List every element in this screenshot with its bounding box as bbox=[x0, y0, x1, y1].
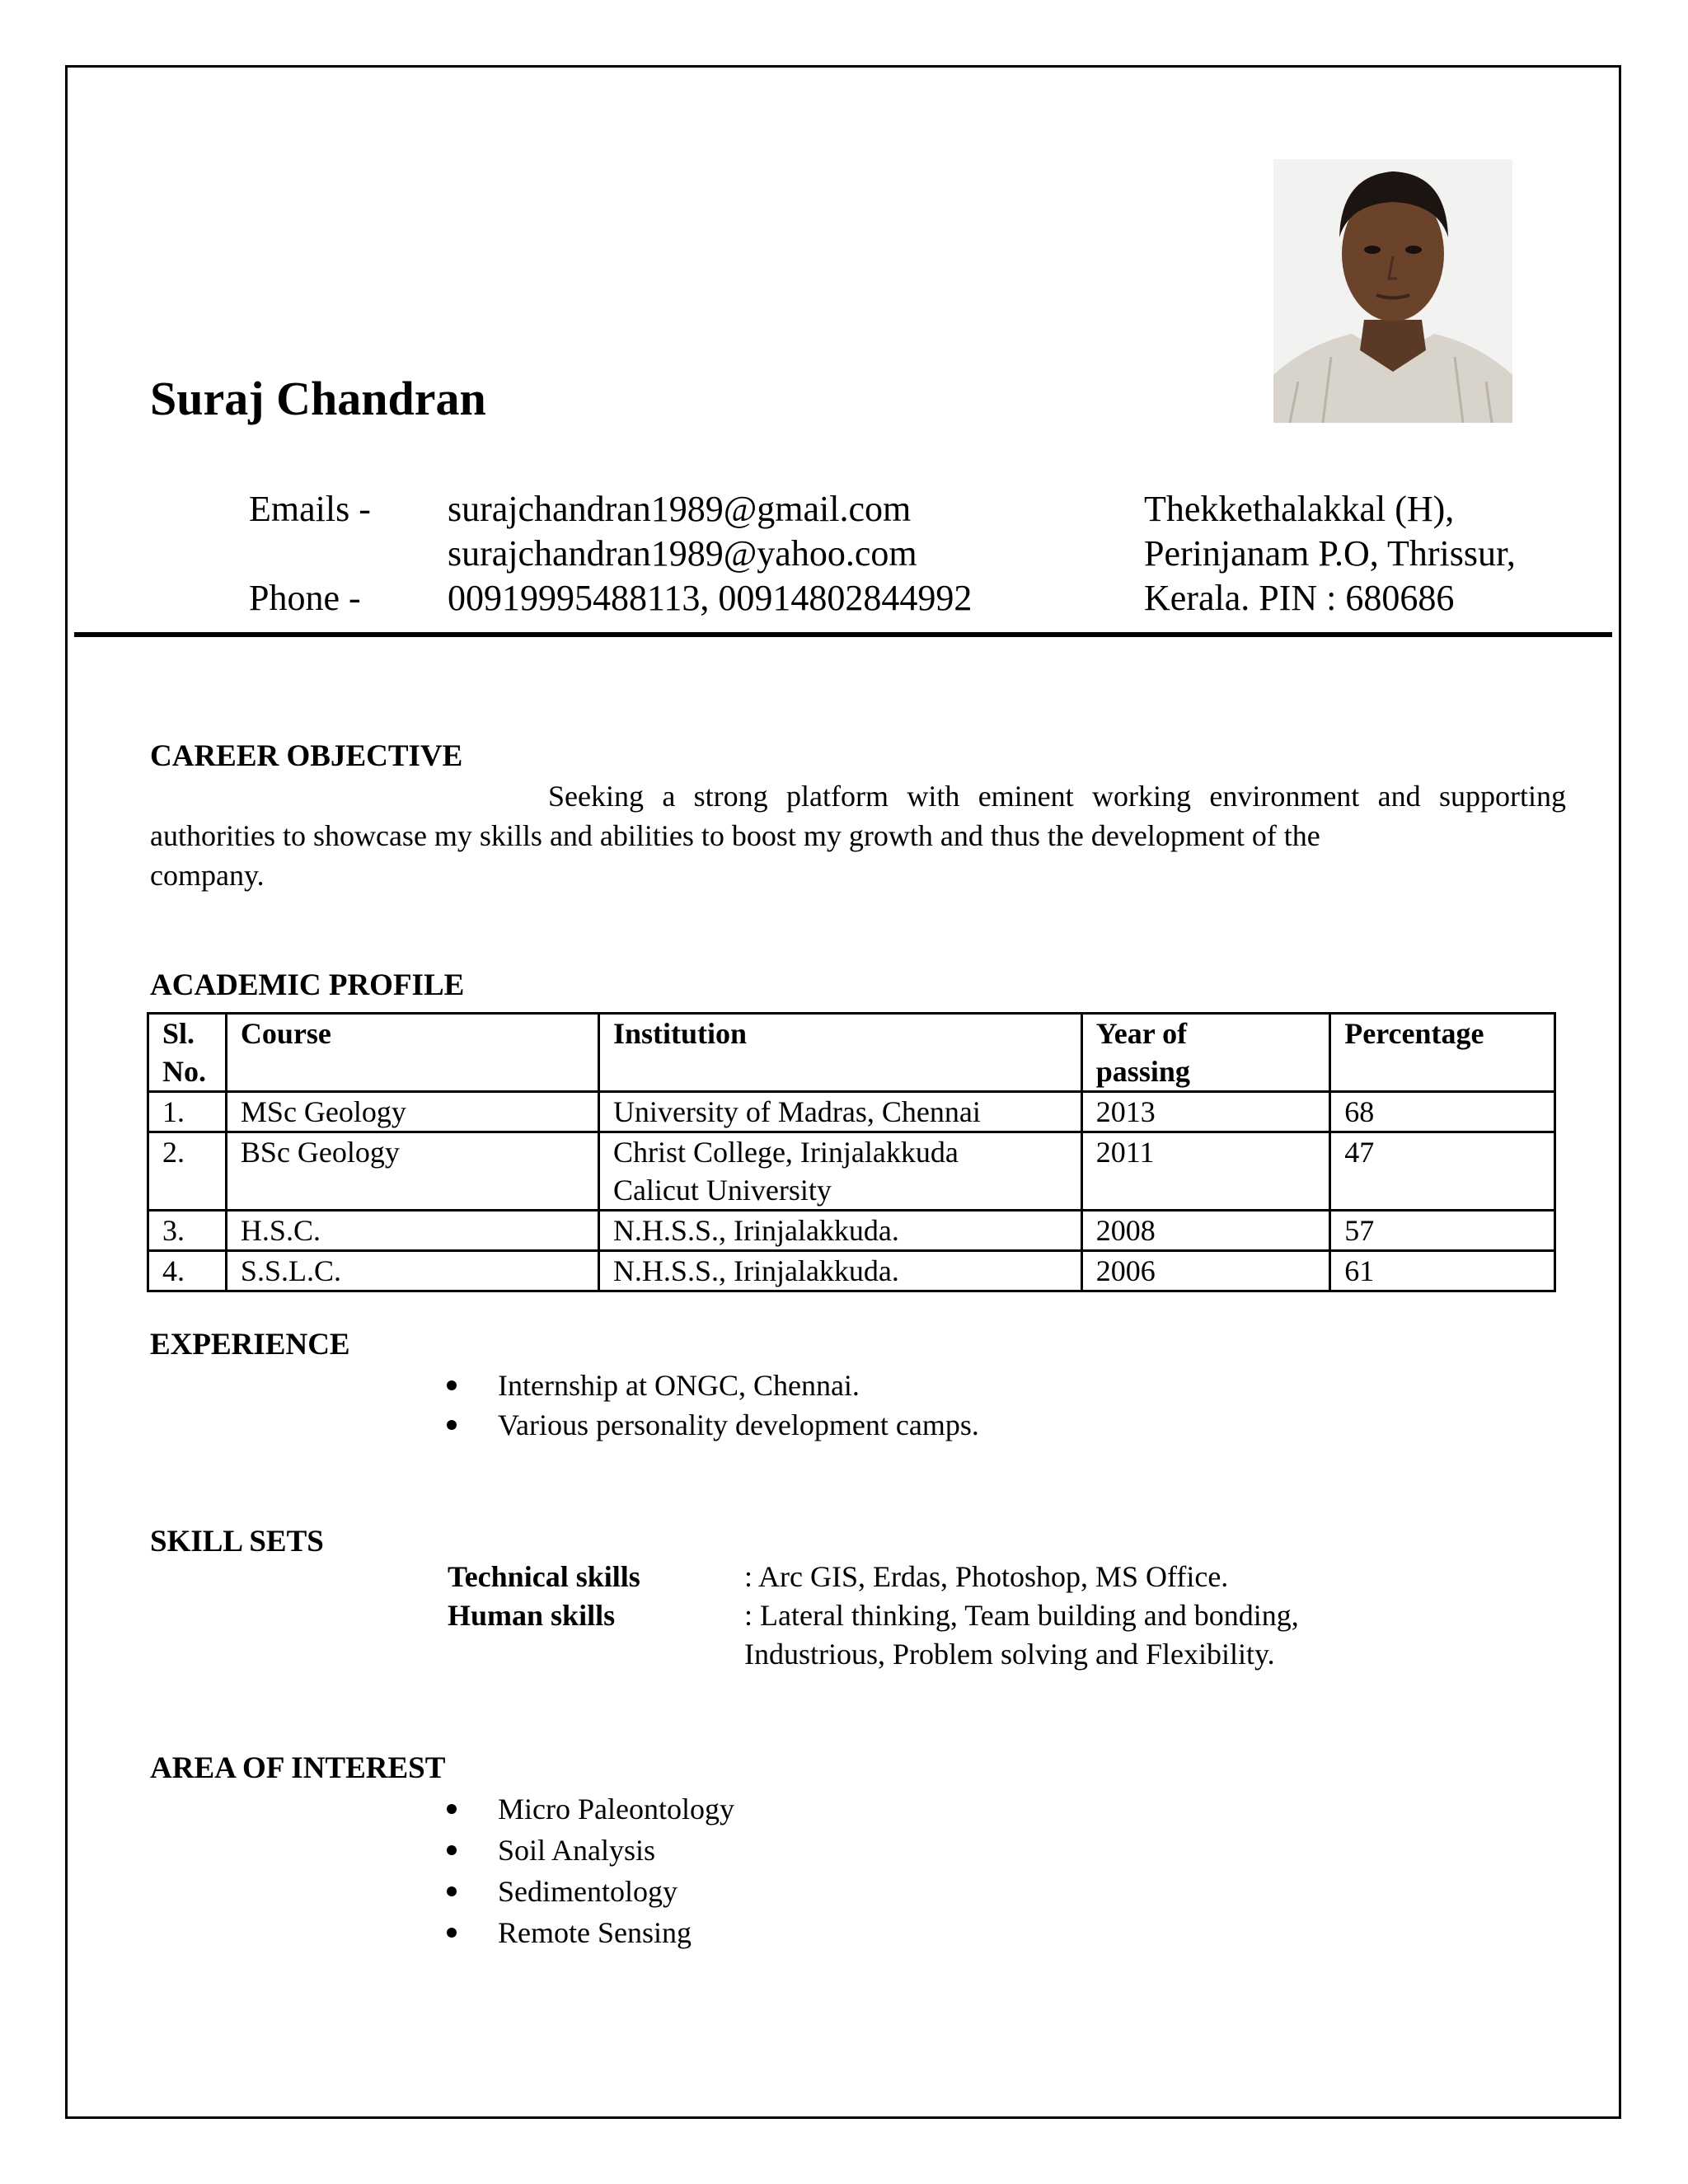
human-skills-row-2 bbox=[448, 1635, 1299, 1674]
career-objective-text bbox=[150, 776, 1566, 895]
human-skills-label: Human skills bbox=[448, 1599, 616, 1632]
list-item: Sedimentology bbox=[447, 1871, 734, 1912]
bullet-icon bbox=[447, 1928, 457, 1938]
table-header-row bbox=[148, 1014, 1555, 1092]
bullet-icon bbox=[447, 1804, 457, 1814]
experience-heading: EXPERIENCE bbox=[150, 1328, 350, 1361]
phone-numbers: 00919995488113, 00914802844992 bbox=[448, 578, 973, 618]
academic-table bbox=[147, 1012, 1556, 1292]
human-skills-value-2: Industrious, Problem solving and Flexibility. bbox=[744, 1638, 1275, 1671]
table-row: 2. BSc Geology Christ College, Irinjalakkuda Calicut University 2011 47 bbox=[148, 1132, 1555, 1211]
list-item: Various personality development camps. bbox=[447, 1405, 979, 1445]
emails-label: Emails - bbox=[249, 489, 371, 529]
technical-skills-label: Technical skills bbox=[448, 1560, 640, 1593]
skills-block bbox=[448, 1558, 1299, 1674]
table-row: 4. S.S.L.C. N.H.S.S., Irinjalakkuda. 2006 61 bbox=[148, 1251, 1555, 1291]
phone-label: Phone - bbox=[249, 578, 361, 618]
email-primary[interactable]: surajchandran1989@gmail.com bbox=[448, 489, 912, 529]
address-line-2: Perinjanam P.O, Thrissur, bbox=[1144, 533, 1516, 574]
address-line-1: Thekkethalakkal (H), bbox=[1144, 489, 1455, 529]
bullet-icon bbox=[447, 1845, 457, 1855]
technical-skills-value: : Arc GIS, Erdas, Photoshop, MS Office. bbox=[744, 1560, 1229, 1593]
col-course: Course bbox=[226, 1014, 598, 1092]
table-row: 1. MSc Geology University of Madras, Chennai 2013 68 bbox=[148, 1092, 1555, 1132]
list-item: Remote Sensing bbox=[447, 1912, 734, 1953]
col-sl-no: Sl. No. bbox=[148, 1014, 227, 1092]
area-of-interest-heading: AREA OF INTEREST bbox=[150, 1751, 446, 1785]
skill-sets-heading: SKILL SETS bbox=[150, 1525, 324, 1558]
col-institution: Institution bbox=[598, 1014, 1081, 1092]
col-year: Year of passing bbox=[1081, 1014, 1329, 1092]
email-secondary[interactable]: surajchandran1989@yahoo.com bbox=[448, 533, 917, 574]
candidate-name: Suraj Chandran bbox=[150, 372, 486, 425]
col-percentage: Percentage bbox=[1330, 1014, 1555, 1092]
experience-list bbox=[447, 1366, 979, 1445]
objective-line-3: company. bbox=[150, 859, 265, 892]
table-row: 3. H.S.C. N.H.S.S., Irinjalakkuda. 2008 57 bbox=[148, 1211, 1555, 1251]
bullet-icon bbox=[447, 1420, 457, 1430]
portrait-image bbox=[1273, 159, 1512, 423]
interest-list bbox=[447, 1788, 734, 1953]
bullet-icon bbox=[447, 1886, 457, 1896]
objective-line-2: authorities to showcase my skills and abilities to boost my growth and thus the development of the bbox=[150, 819, 1320, 852]
academic-profile-heading: ACADEMIC PROFILE bbox=[150, 968, 465, 1002]
address-line-3: Kerala. PIN : 680686 bbox=[1144, 578, 1455, 618]
technical-skills-row bbox=[448, 1558, 1299, 1596]
human-skills-value: : Lateral thinking, Team building and bonding, bbox=[744, 1599, 1299, 1632]
profile-photo bbox=[1273, 159, 1512, 423]
career-objective-heading: CAREER OBJECTIVE bbox=[150, 739, 463, 773]
bullet-icon bbox=[447, 1380, 457, 1390]
list-item: Internship at ONGC, Chennai. bbox=[447, 1366, 979, 1405]
header-divider bbox=[74, 632, 1612, 637]
objective-line-1: Seeking a strong platform with eminent working environment and supporting bbox=[548, 780, 1566, 813]
list-item: Micro Paleontology bbox=[447, 1788, 734, 1830]
human-skills-row bbox=[448, 1596, 1299, 1635]
list-item: Soil Analysis bbox=[447, 1830, 734, 1871]
